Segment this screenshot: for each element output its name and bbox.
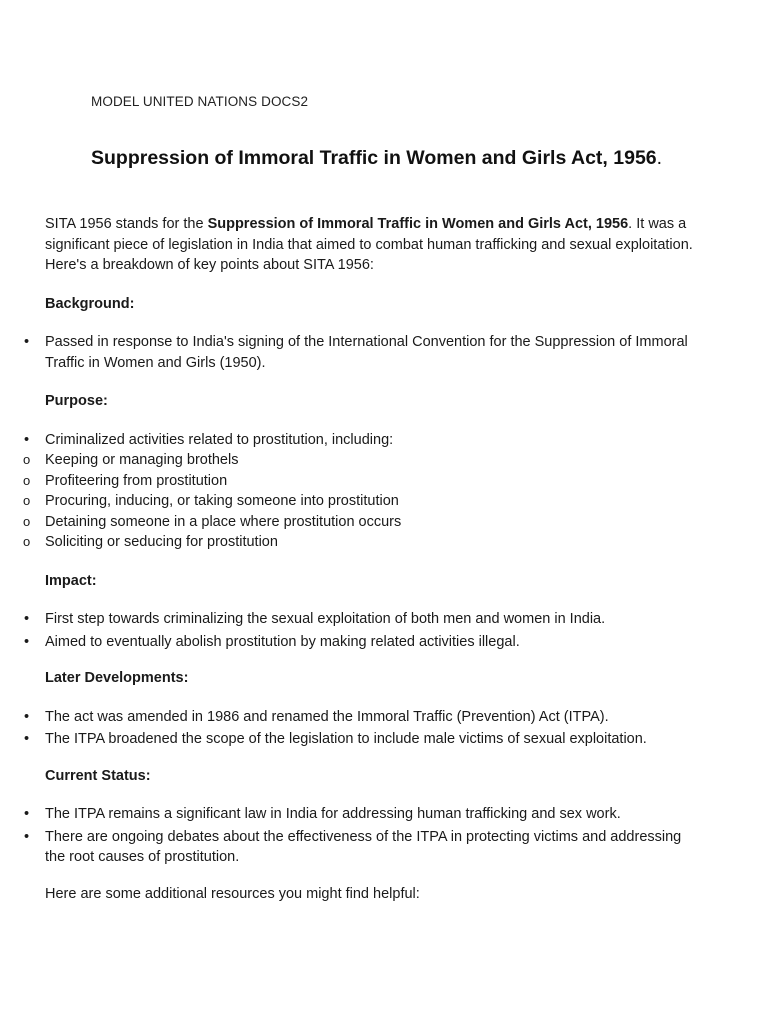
current-status-list	[45, 804, 705, 868]
sub-list-item: o Soliciting or seducing for prostitution	[45, 532, 705, 553]
sub-list-item: o Procuring, inducing, or taking someone into prostitution	[45, 491, 705, 512]
current-status-heading: Current Status:	[45, 767, 151, 784]
intro-bold-title: Suppression of Immoral Traffic in Women and Girls Act, 1956	[207, 216, 629, 232]
background-heading: Background:	[45, 295, 135, 312]
list-item: • First step towards criminalizing the sexual exploitation of both men and women in India.	[45, 609, 705, 630]
list-item: • The act was amended in 1986 and renamed the Immoral Traffic (Prevention) Act (ITPA).	[45, 707, 705, 728]
impact-heading: Impact:	[45, 572, 97, 589]
document-header: MODEL UNITED NATIONS DOCS2	[91, 94, 309, 109]
intro-paragraph	[45, 214, 705, 276]
list-item: • The ITPA remains a significant law in India for addressing human trafficking and sex work.	[45, 804, 705, 825]
document-body	[45, 214, 705, 904]
list-item: • Criminalized activities related to prostitution, including:	[45, 430, 705, 451]
sub-list-item: o Detaining someone in a place where prostitution occurs	[45, 512, 705, 533]
list-item: • Aimed to eventually abolish prostitution by making related activities illegal.	[45, 632, 705, 653]
intro-prefix: SITA 1956 stands for the	[45, 216, 208, 232]
background-list	[45, 332, 705, 373]
list-item: • The ITPA broadened the scope of the legislation to include male victims of sexual exploitation.	[45, 729, 705, 750]
later-developments-list	[45, 707, 705, 750]
sub-list-item: o Profiteering from prostitution	[45, 471, 705, 492]
list-item: • Passed in response to India's signing of the International Convention for the Suppression of Immoral Traffic in Women and Girls (1950).	[45, 332, 705, 373]
later-developments-heading: Later Developments:	[45, 670, 189, 686]
title-period: .	[656, 147, 663, 169]
intro-suffix: . It was a significant piece of legislation in India that aimed to combat human trafficking and sexual exploitation. Here's a breakdown of key points about SITA 1956:	[45, 216, 693, 273]
sub-list-item: o Keeping or managing brothels	[45, 450, 705, 471]
list-item: • There are ongoing debates about the effectiveness of the ITPA in protecting victims and addressing the root causes of prostitution.	[45, 827, 705, 868]
page-title	[91, 145, 691, 172]
impact-list	[45, 609, 705, 652]
purpose-list	[45, 430, 705, 553]
closing-paragraph: Here are some additional resources you might find helpful:	[45, 885, 420, 902]
title-text: Suppression of Immoral Traffic in Women and Girls Act, 1956	[91, 147, 657, 169]
purpose-heading: Purpose:	[45, 393, 108, 409]
